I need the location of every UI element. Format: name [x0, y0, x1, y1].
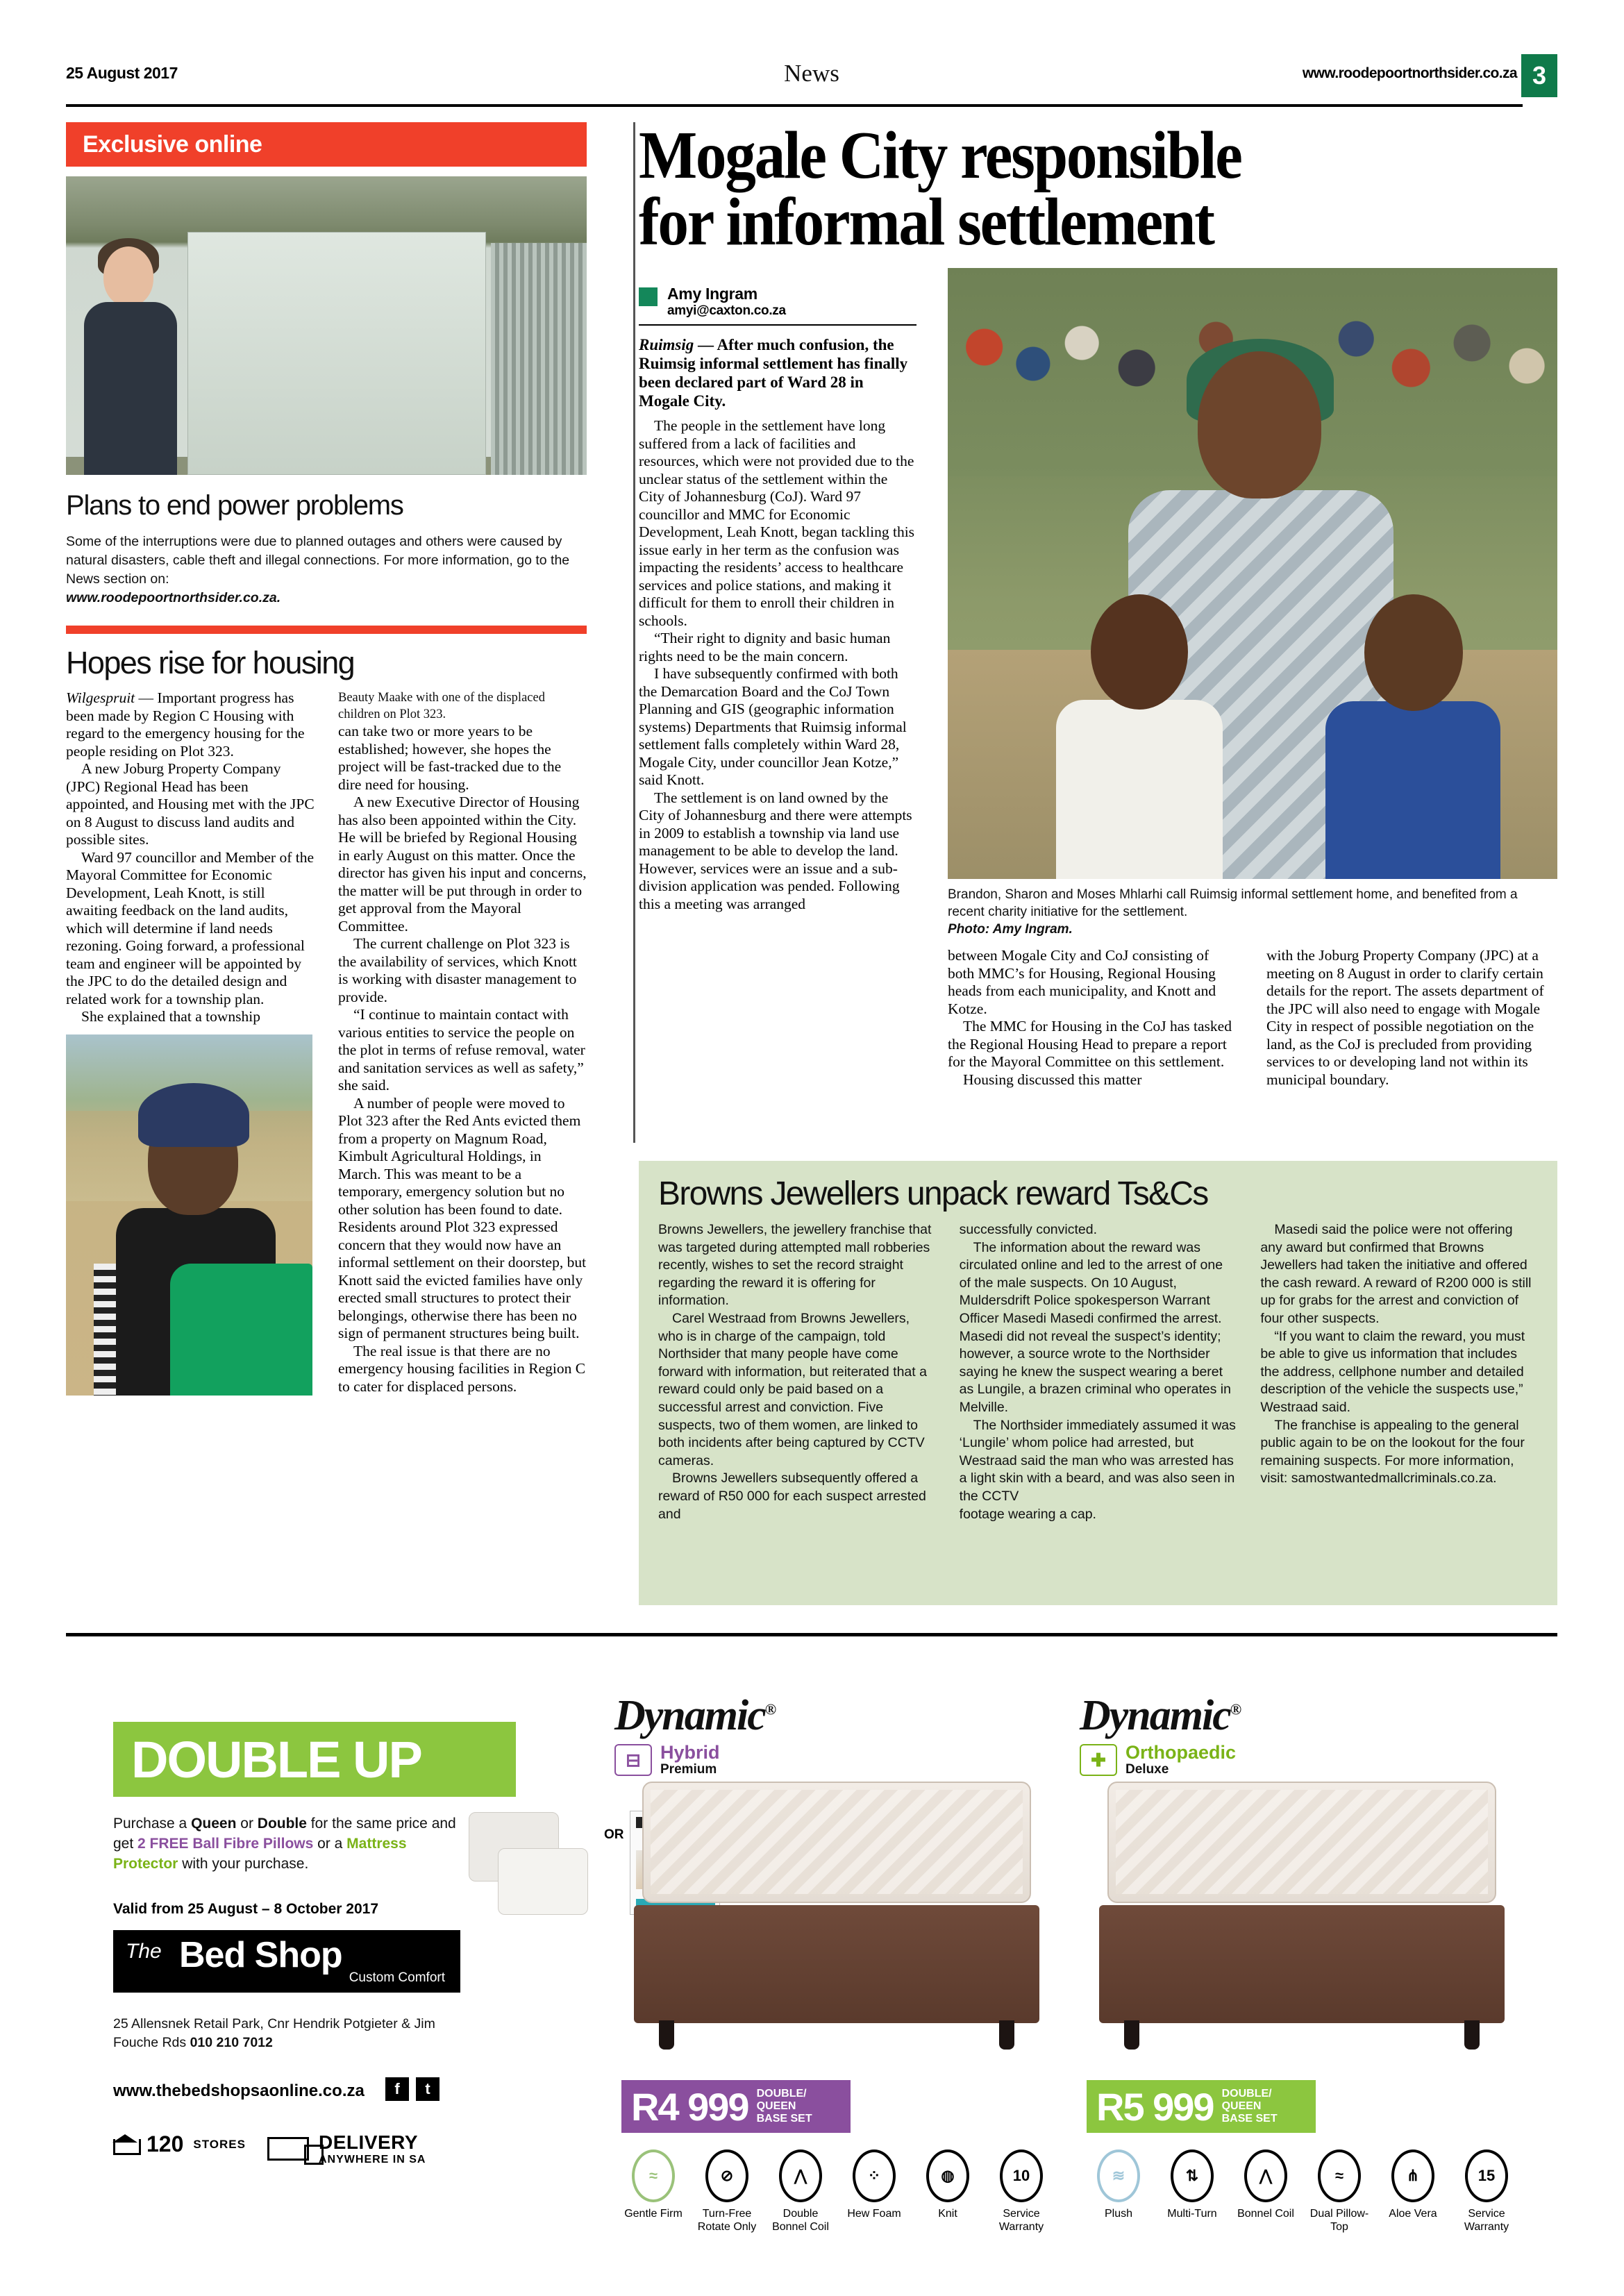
masthead-website: www.roodepoortnorthsider.co.za — [1302, 65, 1517, 81]
feature-label: Dual Pillow-Top — [1309, 2208, 1369, 2233]
main-intro — [639, 335, 916, 410]
logo-name: Bed Shop — [179, 1935, 342, 1975]
stores-label: STORES — [193, 2137, 246, 2151]
mhlarhi-caption-text: Brandon, Sharon and Moses Mhlarhi call Ruimsig informal settlement home, and benefited from a recent charity initiative for the settlement. — [948, 887, 1518, 919]
feature-gentle-firm — [621, 2150, 685, 2234]
housing-headline: Hopes rise for housing — [66, 645, 355, 680]
price-amount: R4 999 — [631, 2084, 748, 2129]
product-card-hybrid-premium[interactable] — [614, 1691, 1073, 2240]
feature-icons — [621, 2150, 1066, 2234]
registered-icon: ® — [1230, 1700, 1241, 1718]
feature-label: Knit — [938, 2208, 957, 2220]
orthopaedic-badge-icon: ✚ — [1080, 1744, 1117, 1776]
price-subtitle — [1214, 2088, 1278, 2125]
main-story-lower-columns — [948, 947, 1557, 1089]
browns-headline: Browns Jewellers unpack reward Ts&Cs — [658, 1175, 1208, 1212]
housing-para — [66, 689, 315, 760]
page-number-badge: 3 — [1521, 54, 1557, 97]
pillow-top-icon: ≈ — [1318, 2150, 1361, 2202]
feature-label: Multi-Turn — [1167, 2208, 1217, 2220]
advert-copy-3: for the same price and get — [113, 1816, 456, 1852]
product-tier — [1080, 1743, 1538, 1777]
feature-label: Hew Foam — [847, 2208, 901, 2220]
price-badge — [621, 2080, 851, 2133]
power-problems-photo — [66, 176, 587, 475]
price-sub-3: BASE SET — [1221, 2113, 1278, 2125]
beauty-maake-caption: Beauty Maake with one of the displaced children on Plot 323. — [338, 691, 545, 721]
housing-para: can take two or more years to be established; however, she hopes the project will be fast-tracked due to the dire need for housing. — [338, 723, 562, 793]
product-tier — [614, 1743, 1073, 1777]
feature-aloe-vera — [1381, 2150, 1445, 2234]
product-tier-sub: Premium — [660, 1762, 717, 1777]
product-brand-text: Dynamic — [614, 1692, 765, 1739]
browns-para: successfully convicted. — [959, 1222, 1097, 1237]
byline-block — [639, 285, 916, 326]
feature-plush — [1087, 2150, 1150, 2234]
price-amount: R5 999 — [1096, 2084, 1214, 2129]
truck-icon — [267, 2137, 309, 2161]
housing-para: She explained that a township — [81, 1008, 260, 1025]
double-up-label: DOUBLE UP — [131, 1730, 421, 1788]
advert-or-label: OR — [604, 1827, 624, 1842]
housing-dateline: Wilgespruit — [66, 689, 135, 706]
logo-tagline: Custom Comfort — [349, 1970, 445, 1985]
browns-para: footage wearing a cap. — [959, 1506, 1096, 1522]
browns-para: The Northsider immediately assumed it was ‘Lungile’ whom police had arrested, but Westraad said the man who was arrested has a light skin with a beard, and was also seen in the CCTV — [959, 1417, 1236, 1504]
main-story-body — [639, 417, 916, 913]
housing-para: The current challenge on Plot 323 is the availability of services, which Knott is working with disaster management to provide. — [338, 935, 577, 1005]
housing-para: A new Joburg Property Company (JPC) Regional Head has been appointed, and Housing met with the JPC on 8 August to discuss land audits and possible sites. — [66, 760, 315, 848]
exclusive-online-label: Exclusive online — [83, 131, 262, 158]
browns-body — [639, 1213, 1557, 1523]
byline-rule — [639, 324, 916, 326]
advert-copy-protector: Mattress Protector — [113, 1836, 407, 1872]
feature-double-bonnel-coil — [769, 2150, 832, 2234]
housing-para: A new Executive Director of Housing has also been appointed within the City. He will be briefed by Regional Housing in early August on this matter. Once the director has given his input and concerns, the matter will be put through in order to get approval from the Mayoral Committee. — [338, 794, 587, 935]
main-story — [639, 118, 1557, 1088]
turn-free-icon: ⊘ — [705, 2150, 748, 2202]
bonnel-coil-icon: ⋀ — [1244, 2150, 1287, 2202]
issue-date: 25 August 2017 — [66, 64, 178, 82]
bed-shop-advert[interactable] — [66, 1652, 1557, 2249]
housing-body — [66, 689, 587, 1396]
advert-copy-double: Double — [257, 1816, 307, 1832]
power-problems-url: www.roodepoortnorthsider.co.za. — [66, 590, 281, 605]
product-brand — [1080, 1691, 1538, 1741]
aloe-vera-icon: ⋔ — [1391, 2150, 1434, 2202]
advert-copy — [113, 1813, 474, 1874]
feature-label: Bonnel Coil — [1237, 2208, 1294, 2220]
bonnel-coil-icon: ⋀ — [779, 2150, 822, 2202]
power-problems-headline: Plans to end power problems — [66, 490, 403, 521]
feature-bonnel-coil — [1234, 2150, 1298, 2234]
masthead — [66, 61, 1557, 101]
mhlarhi-photo-credit: Photo: Amy Ingram. — [948, 922, 1073, 937]
advert-address — [113, 2015, 474, 2052]
power-problems-text: Some of the interruptions were due to planned outages and others were caused by natural disasters, cable theft and illegal connections. For more information, go to the News section on: — [66, 534, 570, 587]
feature-knit — [916, 2150, 980, 2234]
bed-shop-logo — [113, 1930, 460, 1993]
browns-para: “If you want to claim the reward, you must be able to give us information that includes the address, cellphone number and detailed description of the vehicle the suspects use,” Westraad said. — [1260, 1328, 1525, 1415]
facebook-icon[interactable]: f — [385, 2077, 409, 2101]
browns-para: Carel Westraad from Browns Jewellers, who is in charge of the campaign, told Northsider that many people have come forward with information, but reiterated that a reward could only be paid based on a successful arrest and conviction. Five suspects, two of them women, are linked to both incidents after being captured by CCTV cameras. — [658, 1310, 927, 1468]
mhlarhi-family-photo — [948, 268, 1557, 879]
byline-email: amyi@caxton.co.za — [667, 303, 786, 318]
main-headline — [639, 118, 1484, 259]
main-para: The people in the settlement have long suffered from a lack of facilities and resources, which were not provided due to the unclear status of the settlement within the City of Johannesburg (CoJ). Ward 97 councillor and MMC for Economic Development, Leah Knott, began tackling this issue early in her term as the confusion was impacting the residents’ access to healthcare services and police stations, and making it difficult for them to enroll their children in schools. — [639, 417, 915, 629]
gentle-firm-icon: ≈ — [632, 2150, 675, 2202]
mhlarhi-photo-caption — [948, 886, 1557, 938]
main-story-column-1 — [639, 268, 916, 913]
advert-address-text: 25 Allensnek Retail Park, Cnr Hendrik Potgieter & Jim Fouche Rds — [113, 2016, 435, 2050]
advert-copy-2: or — [236, 1816, 258, 1832]
main-intro-place: Ruimsig — [639, 336, 694, 353]
browns-para: Masedi said the police were not offering any award but confirmed that Browns Jewellers had taken the initiative and offered the cash reward. A reward of R200 000 is still up for grabs for the arrest and conviction of four other suspects. — [1260, 1222, 1532, 1326]
knit-icon: ◍ — [926, 2150, 969, 2202]
advert-copy-6: with your purchase. — [178, 1856, 309, 1872]
advert-top-rule — [66, 1633, 1557, 1636]
main-para: between Mogale City and CoJ consisting of both MMC’s for Housing, Regional Housing heads from each municipality, and Knott and Kotze. — [948, 947, 1216, 1017]
stores-count-block — [113, 2131, 246, 2157]
main-intro-text: After much confusion, the Ruimsig informal settlement has finally been declared part of Ward 28 in Mogale City. — [639, 336, 908, 410]
price-sub-1: DOUBLE/ — [1221, 2088, 1272, 2100]
feature-hew-foam — [842, 2150, 906, 2234]
advert-website[interactable]: www.thebedshopsaonline.co.za — [113, 2081, 365, 2100]
feature-service-warranty — [1455, 2150, 1518, 2234]
byline-square-icon — [639, 287, 658, 306]
housing-para: A number of people were moved to Plot 323 after the Red Ants evicted them from a property on Magnum Road, Kimbult Agricultural Holdings, in March. This was meant to be a temporary, emergency solution but no other solution has been found to date. Residents around Plot 323 expressed concern that they would now have an informal settlement on their doorstep, but Knott said the evicted families have only erected small structures to protect their belongings, otherwise there has been no sign of permanent structures being built. — [338, 1094, 587, 1341]
product-tier-sub: Deluxe — [1125, 1762, 1169, 1777]
delivery-subtitle: ANYWHERE IN SA — [319, 2154, 426, 2165]
advert-copy-5: or a — [313, 1836, 347, 1852]
advert-phone: 010 210 7012 — [190, 2035, 273, 2050]
product-brand-text: Dynamic — [1080, 1692, 1230, 1739]
byline-author: Amy Ingram — [667, 285, 757, 303]
twitter-icon[interactable]: t — [416, 2077, 440, 2101]
housing-para: “I continue to maintain contact with various entities to service the people on the plot in terms of refuse removal, water and sanitation services as well as safety,” she said. — [338, 1006, 585, 1093]
store-house-icon — [113, 2134, 137, 2155]
feature-label: Aloe Vera — [1389, 2208, 1437, 2220]
hew-foam-icon: ⁘ — [853, 2150, 896, 2202]
feature-service-warranty — [989, 2150, 1053, 2234]
housing-p1: Important progress has been made by Region C Housing with regard to the emergency housing for the people residing on Plot 323. — [66, 689, 305, 760]
main-headline-line1: Mogale City responsible — [639, 118, 1241, 192]
main-para: with the Joburg Property Company (JPC) at a meeting on 8 August in order to clarify certain details for the report. The assets department of the JPC will also need to engage with Mogale City in respect of possible negotiation on the land, as the CoJ is precluded from providing services to or developing land not within its municipal boundary. — [1266, 947, 1544, 1088]
bed-image — [621, 1782, 1052, 2059]
product-tier-name: Orthopaedic — [1125, 1742, 1237, 1763]
beauty-maake-photo — [66, 1034, 312, 1396]
housing-para: The real issue is that there are no emergency housing facilities in Region C to cater for displaced persons. — [338, 1342, 586, 1395]
exclusive-online-banner — [66, 122, 587, 167]
multi-turn-icon: ⇅ — [1171, 2150, 1214, 2202]
delivery-block — [267, 2131, 426, 2166]
section-divider-red — [66, 626, 587, 634]
browns-para: The franchise is appealing to the general public again to be on the lookout for the four remaining suspects. For more information, visit: samostwantedmallcriminals.co.za. — [1260, 1417, 1525, 1486]
price-sub-3: BASE SET — [756, 2113, 812, 2125]
price-badge — [1087, 2080, 1316, 2133]
section-name: News — [784, 60, 839, 87]
masthead-rule — [66, 104, 1523, 107]
feature-icons — [1087, 2150, 1531, 2234]
price-sub-2: QUEEN — [1221, 2100, 1262, 2112]
main-para: The MMC for Housing in the CoJ has tasked the Regional Housing Head to prepare a report for the Mayoral Committee on this settlement. — [948, 1018, 1232, 1070]
advert-copy-1: Purchase a — [113, 1816, 192, 1832]
browns-jewellers-box — [639, 1161, 1557, 1605]
browns-para: Masedi did not reveal the suspect’s identity; however, a source wrote to the Northsider saying he knew the suspect wearing a beret as Lungile, a brazen criminal who operates in Melville. — [959, 1328, 1231, 1415]
stores-count: 120 — [147, 2131, 184, 2156]
feature-label: Gentle Firm — [624, 2208, 683, 2220]
main-para: “Their right to dignity and basic human rights need to be the main concern. — [639, 630, 891, 664]
logo-the: The — [126, 1940, 162, 1963]
hybrid-badge-icon: ⊟ — [614, 1744, 652, 1776]
advert-copy-pillows: Ball Fibre Pillows — [192, 1836, 314, 1852]
feature-label: Plush — [1104, 2208, 1133, 2220]
browns-para: Browns Jewellers, the jewellery franchise that was targeted during attempted mall robberies recently, wishes to set the record straight regarding the reward it is offering for information. — [658, 1222, 932, 1309]
main-para: The settlement is on land owned by the City of Johannesburg and there were attempts in 2009 to establish a township via land use management to be able to develop the land. However, services were an issue and a sub-division application was pended. Following this a meeting was arranged — [639, 789, 912, 912]
feature-multi-turn — [1160, 2150, 1224, 2234]
bed-image — [1087, 1782, 1517, 2059]
housing-para: Ward 97 councillor and Member of the Mayoral Committee for Economic Development, Leah Knott, is still awaiting feedback on the land audits, which will determine if land needs rezoning. Going forward, a professional team and engineer will be appointed by the JPC to do the detailed design and related work for a township plan. — [66, 848, 314, 1007]
main-headline-line2: for informal settlement — [639, 185, 1214, 259]
main-intro-dash: — — [694, 336, 717, 353]
price-sub-2: QUEEN — [756, 2100, 796, 2112]
pillows-image — [469, 1812, 601, 1916]
product-tier-name: Hybrid — [660, 1742, 720, 1763]
feature-label: Service Warranty — [998, 2208, 1044, 2233]
main-para: I have subsequently confirmed with both the Demarcation Board and the CoJ Town Planning and GIS (geographic information systems) Departments that Ruimsig informal settlement falls completely within Ward 28, Mogale City, under councillor Jean Kotze,” said Knott. — [639, 665, 907, 788]
left-column — [66, 122, 587, 1396]
feature-dual-pillow-top — [1307, 2150, 1371, 2234]
advert-validity: Valid from 25 August – 8 October 2017 — [113, 1901, 379, 1917]
plush-icon: ≋ — [1097, 2150, 1140, 2202]
advert-copy-free: 2 FREE — [137, 1836, 189, 1852]
price-subtitle — [748, 2088, 812, 2125]
housing-dash: — — [135, 689, 158, 706]
feature-label: Turn-Free Rotate Only — [697, 2208, 757, 2233]
feature-label: Service Warranty — [1464, 2208, 1509, 2233]
column-rule — [633, 122, 635, 1143]
price-sub-1: DOUBLE/ — [756, 2088, 807, 2100]
browns-para: The information about the reward was circulated online and led to the arrest of one of the male suspects. On 10 August, Muldersdrift Police spokesperson Warrant Officer Masedi Masedi confirmed the arrest. — [959, 1239, 1223, 1326]
browns-para: Browns Jewellers subsequently offered a reward of R50 000 for each suspect arrested and — [658, 1470, 926, 1522]
double-up-banner — [113, 1722, 516, 1797]
feature-label: Double Bonnel Coil — [772, 2208, 829, 2233]
delivery-title: DELIVERY — [319, 2131, 418, 2153]
warranty-years-icon: 10 — [1000, 2150, 1043, 2202]
power-problems-body — [66, 533, 587, 607]
feature-turn-free — [695, 2150, 759, 2234]
registered-icon: ® — [764, 1700, 776, 1718]
main-para: Housing discussed this matter — [963, 1071, 1142, 1088]
product-brand — [614, 1691, 1073, 1741]
warranty-years-icon: 15 — [1465, 2150, 1508, 2202]
advert-copy-queen: Queen — [191, 1816, 237, 1832]
product-card-orthopaedic-deluxe[interactable] — [1080, 1691, 1538, 2240]
